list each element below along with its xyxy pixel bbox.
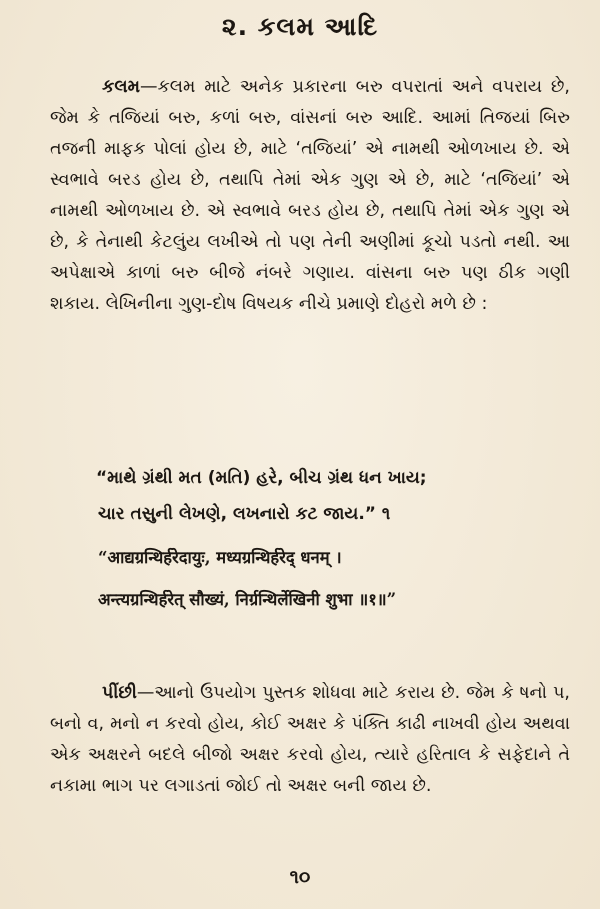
verse-line-2: ચાર તસુની લેખણે, લખનારો કટ જાય.” ૧: [98, 504, 391, 524]
paragraph-lead-term: પીંછી: [102, 683, 137, 703]
paragraph-lead-term: કલમ: [102, 77, 140, 97]
page-number: ૧૦: [289, 866, 311, 888]
chapter-title: ૨. કલમ આદિ: [221, 12, 379, 41]
paragraph-body: —આનો ઉપયોગ પુસ્તક શોધવા માટે કરાય છે. જેમ કે ષનો પ, બનો વ, મનો ન કરવો હોય, કોઈ અક્ષર કે પંક્તિ કાઢી નાખવી હોય અથવા એક અક્ષરને બદલે બીજો અક્ષર કરવો હોય, ત્યારે હરિતાલ કે સફેદાને તે નકામા ભાગ પર લગાડતાં જોઈ તો અક્ષર બની જાય છે.: [50, 683, 570, 796]
sanskrit-verse-line-2: अन्त्यग्रन्थिर्हरेत् सौख्यं, निर्ग्रन्थिर्लेखिनी शुभा ॥१॥”: [98, 590, 397, 609]
paragraph-body: —કલમ માટે અનેક પ્રકારના બરુ વપરાતાં અને વપરાય છે, જેમ કે તજિયાં બરુ, કળાં બરુ, વાંસનાં બરુ આદિ. આમાં તિજયાં બિરુ તજની માફક પોલાં હોય છે, માટે ‘તજિયાં’ એ નામથી ઓળખાય છે. એ સ્વભાવે બરડ હોય છે, તથાપિ તેમાં એક ગુણ એ છે, માટે ‘તજિયાં’ એ નામથી ઓળખાય છે. એ સ્વભાવે બરડ હોય છે, તથાપિ તેમાં એક ગુણ એ છે, કે તેનાથી કેટલુંય લખીએ તો પણ તેની અણીમાં કૂચો પડતો નથી. આ અપેક્ષાએ કાળાં બરુ બીજે નંબરે ગણાય. વાંસના બરુ પણ ઠીક ગણી શકાય. લેખિનીના ગુણ-દોષ વિષયક નીચે પ્રમાણે દોહરો મળે છે :: [50, 77, 570, 314]
verse-line-1: “માથે ગ્રંથી મત (મતિ) હરે, બીચ ગ્રંથ ધન ખાય;: [96, 468, 427, 488]
paragraph-pinchhi: [50, 678, 570, 802]
sanskrit-verse-line-1: “आद्यग्रन्थिर्हरेदायुः, मध्यग्रन्थिर्हरेद् धनम् ।: [98, 548, 342, 567]
paragraph-kalam: [50, 72, 570, 320]
